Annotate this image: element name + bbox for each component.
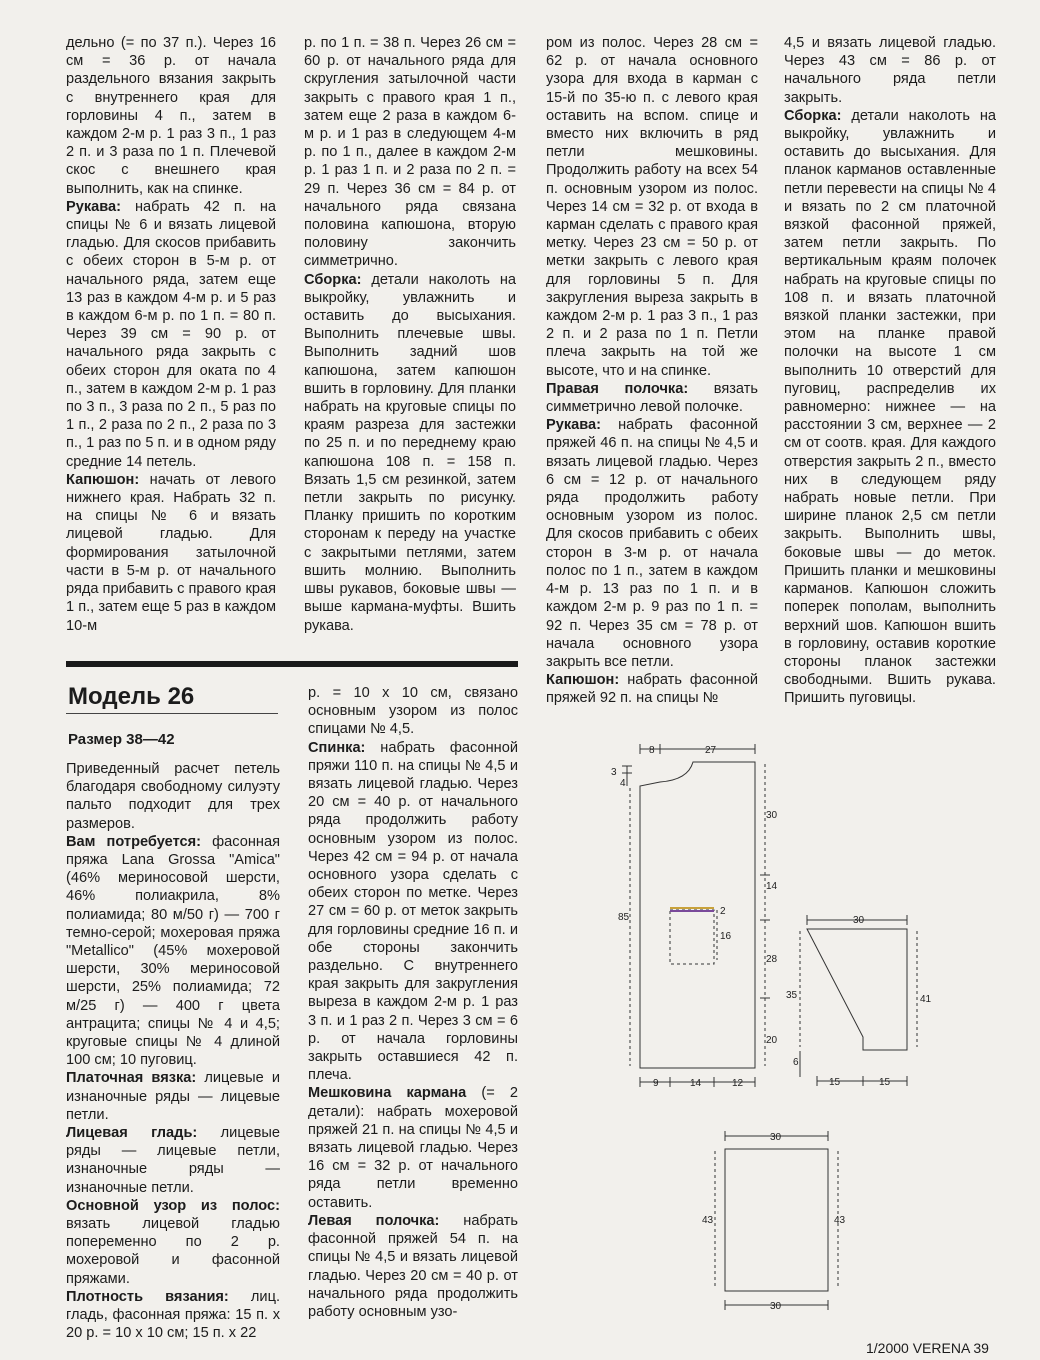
heading-hood: Капюшон: (66, 471, 140, 488)
heading-left-front: Левая полочка: (308, 1212, 440, 1229)
heading-materials: Вам потребуется: (66, 833, 202, 850)
paragraph: детали наколоть на выкройку, увлажнить и оставить до высыхания. Для планок карманов оставленные петли перевести на спицы № 4 и вязать по 2 см платочной вязкой фасонной пряжей, затем петли закрыть. По вертикальным краям полочек набрать на круговые спицы по 108 п. и вязать платочной вязкой планки застежки, при этом на планке правой полочки на высоте 1 см выполнить 10 отверстий для пуговиц, распределив их равномерно: нижнее — на расстоянии 3 см, верхнее — 2 см от соотв. края. Для каждого отверстия закрыть 2 п., вместо них в следующем ряду набрать новые петли. При ширине планок 2,5 см петли закрыть. Выполнить швы, боковые швы — до меток. Пришить планки и мешковины карманов. Капюшон сложить поперек пополам, выполнить верхний шов. Капюшон вшить в горловину, оставив короткие стороны планок застежки свободными. Вшить рукава. Пришить пуговицы. (784, 107, 996, 707)
paragraph: лиц. гладь, фасонная пряжа: 15 п. х 20 р. = 10 х 10 см; 15 п. х 22 (66, 1288, 280, 1342)
dim-sleeve-left: 35 (786, 990, 798, 1001)
dim-bottom-right: 12 (732, 1078, 744, 1089)
text-column-3 (546, 34, 758, 708)
heading-assembly: Сборка: (784, 107, 842, 124)
dim-sleeve-cuff: 6 (793, 1057, 799, 1068)
hood-schematic (700, 1125, 860, 1325)
paragraph: начать от левого нижнего края. Набрать 32 п. на спицы № 6 и вязать лицевой гладью. Для формирования затылочной части в 5-м р. от начального ряда прибавить с правого края 1 п., затем еще 5 раз в каждом 10-м (66, 471, 276, 634)
paragraph: набрать фасонной пряжей 54 п. на спицы № 4,5 и вязать лицевой гладью. Через 20 см = 40 р. от начального ряда продолжить работу основным узо- (308, 1212, 518, 1320)
paragraph: Приведенный расчет петель благодаря свободному силуэту пальто подходит для трех размеров. (66, 761, 280, 832)
heading-hood: Капюшон: (546, 672, 620, 689)
heading-sleeves: Рукава: (66, 198, 122, 215)
dim-sleeve-top: 30 (853, 915, 865, 926)
dim-sleeve-right: 41 (920, 994, 932, 1005)
paragraph: лицевые ряды — лицевые петли, изнаночные ряды — изнаночные петли. (66, 1125, 280, 1196)
size-label: Размер 38—42 (68, 731, 175, 748)
dim-hood-bottom: 30 (770, 1301, 782, 1312)
heading-pocket-lining: Мешковина кармана (308, 1085, 467, 1102)
paragraph: (= 2 детали): набрать мохеровой пряжей 21 п. на спицы № 4,5 и вязать лицевой гладью. Через 16 см = 32 р. от начального ряда петли временно оставить. (308, 1085, 519, 1211)
dim-pocket-width: 2 (720, 906, 726, 917)
front-schematic (600, 738, 800, 1098)
model-title: Модель 26 (68, 683, 195, 710)
dim-hood-top: 30 (770, 1132, 782, 1143)
dim-right-middle: 14 (766, 881, 778, 892)
front-outline (640, 762, 755, 1068)
heading-right-front: Правая полочка: (546, 380, 689, 397)
dim-pocket-height: 16 (720, 931, 732, 942)
text-column-1-lower (66, 760, 280, 1343)
paragraph: вязать симметрично левой полочке. (546, 380, 758, 416)
paragraph: вязать лицевой гладью попеременно по 2 р. мохеровой и фасонной пряжами. (66, 1216, 280, 1287)
dim-neck-depth: 3 (611, 767, 617, 778)
paragraph: р. = 10 х 10 см, связано основным узором из полос спицами № 4,5. (308, 685, 518, 738)
paragraph: р. по 1 п. = 38 п. Через 26 см = 60 р. от начального ряда для скругления затылочной части закрыть с правого края 1 п., затем еще 2 раза в каждом 6-м р. и 1 раз в следующем 4-м р. по 1 п., далее в каждом 2-м р. 1 раз 1 п. и 2 раза по 2 п. = 29 п. Через 36 см = 84 р. от начального ряда связана половина капюшона, вторую половину закончить симметрично. (304, 35, 516, 270)
dim-bottom-mid: 14 (690, 1078, 702, 1089)
paragraph: 4,5 и вязать лицевой гладью. Через 43 см = 86 р. от начального ряда петли закрыть. (784, 35, 996, 106)
section-divider (66, 661, 518, 667)
paragraph: набрать фасонной пряжей 92 п. на спицы № (546, 672, 758, 707)
heading-stripe-pattern: Основной узор из полос: (66, 1197, 280, 1214)
text-column-2-lower (308, 684, 518, 1321)
dim-left-total: 85 (618, 912, 630, 923)
paragraph: набрать фасонной пряжей 46 п. на спицы № 4,5 и вязать лицевой гладью. Через 6 см = 12 р. от начального ряда продолжить работу основным узором из полос. Для скосов прибавить с обеих сторон в 3-м р. от начала полос по 1 п., затем в каждом 4-м р. 13 раз по 1 п. и в каждом 2-м р. 9 раз по 1 п. = 92 п. Через 35 см = 78 р. от начала основного узора закрыть все петли. (546, 417, 758, 670)
page-footer: 1/2000 VERENA 39 (866, 1340, 989, 1356)
heading-assembly: Сборка: (304, 271, 362, 288)
dim-sleeve-bottom-right: 15 (879, 1077, 891, 1088)
paragraph: набрать 42 п. на спицы № 6 и вязать лицевой гладью. Для скосов прибавить с обеих сторон в 5-м р. от начального ряда, затем еще 13 раз в каждом 4-м р. и 5 раз в каждом 6-м р. по 1 п. = 80 п. Через 39 см = 90 р. от начального ряда закрыть с обеих сторон для оката по 4 п., затем в каждом 2-м р. 1 раз по 3 п., 3 раза по 2 п., 5 раз по 1 п., 2 раза по 2 п., 2 раза по 3 п., 1 раз по 5 п. и в одном ряду средние 14 петель. (66, 198, 276, 470)
text-column-4 (784, 34, 996, 708)
heading-gauge: Плотность вязания: (66, 1288, 229, 1305)
sleeve-outline (807, 929, 907, 1050)
title-underline (66, 713, 278, 714)
sleeve-schematic (786, 905, 935, 1095)
dim-right-upper: 30 (766, 810, 778, 821)
dim-right-lower: 28 (766, 954, 778, 965)
hood-outline (725, 1149, 828, 1291)
paragraph: набрать фасонной пряжи 110 п. на спицы № 4,5 и вязать лицевой гладью. Через 20 см = 40 р. от начального ряда продолжить работу основным узором из полос. Через 42 см = 94 р. от начала основного узора сделать с обеих сторон по метке. Через 27 см = 60 р. от меток закрыть для горловины средние 16 п. и обе стороны закончить раздельно. С внутреннего края закрыть для закругления выреза в каждом 2-м р. 1 раз 3 п. и 1 раз 2 п. Через 3 см = 6 р. от начала горловины закрыть оставшиеся 42 п. плеча. (308, 739, 518, 1084)
paragraph: лицевые и изнаночные ряды — лицевые петли. (66, 1070, 280, 1123)
paragraph: фасонная пряжа Lana Grossa "Amica" (46% мериносовой шерсти, 46% полиакрила, 8% полиамида; 80 м/50 г) — 700 г темно-серой; мохеровая пряжа "Metallico" (45% мохеровой шерсти, 30% мериносовой шерсти, 25% полиамида; 72 м/25 г) — 400 г цвета антрацита; спицы № 4 и 4,5; круговые спицы № 4 длиной 100 см; 10 пуговиц. (66, 833, 280, 1069)
heading-back: Спинка: (308, 739, 366, 756)
text-column-1 (66, 34, 276, 635)
dim-hood-left: 43 (702, 1215, 714, 1226)
paragraph: детали наколоть на выкройку, увлажнить и оставить до высыхания. Выполнить плечевые швы. Выполнить задний шов капюшона, затем капюшон вшить в горловину. Для планки набрать на круговые спицы по краям разреза для застежки по 25 п. и по переднему краю капюшона 108 п. = 158 п. Вязать 1,5 см резинкой, затем петли закрыть по рисунку. Планку пришить по коротким сторонам к переду на участке с закрытыми петлями, затем вшить молнию. Выполнить швы рукавов, боковые швы — выше кармана-муфты. Вшить рукава. (304, 271, 516, 634)
heading-sleeves: Рукава: (546, 417, 602, 434)
dim-top-left: 8 (649, 745, 655, 756)
heading-garter: Платочная вязка: (66, 1070, 197, 1087)
heading-stockinette: Лицевая гладь: (66, 1125, 198, 1142)
dim-hood-right: 43 (834, 1215, 846, 1226)
dim-neck-small: 4 (620, 778, 626, 789)
text-column-2 (304, 34, 516, 635)
dim-top-right: 27 (705, 745, 717, 756)
dim-bottom-left: 9 (653, 1078, 659, 1089)
paragraph: ром из полос. Через 28 см = 62 р. от начала основного узора для входа в карман с 15-й по 35-ю п. с левого края оставить на вспом. спице и вместо них включить в ряд петли мешковины. Продолжить работу на всех 54 п. основным узором из полос. Через 14 см = 32 р. от входа в карман сделать с правого края метку. Через 23 см = 50 р. от метки закрыть с левого края для горловины 5 п. Для закругления выреза закрыть в каждом 2-м р. 1 раз 3 п., 1 раз 2 п. и 2 раза по 1 п. Петли плеча закрыть на той же высоте, что и на спинке. (546, 35, 758, 379)
paragraph: дельно (= по 37 п.). Через 16 см = 36 р. от начала раздельного вязания закрыть с внутреннего края для горловины 4 п., затем в каждом 2-м р. 1 раз 3 п., 1 раз 2 п. и 3 раза по 1 п. Плечевой скос с внешнего края выполнить, как на спинке. (66, 35, 276, 197)
dim-right-bottom: 20 (766, 1035, 778, 1046)
dim-sleeve-bottom-left: 15 (829, 1077, 841, 1088)
